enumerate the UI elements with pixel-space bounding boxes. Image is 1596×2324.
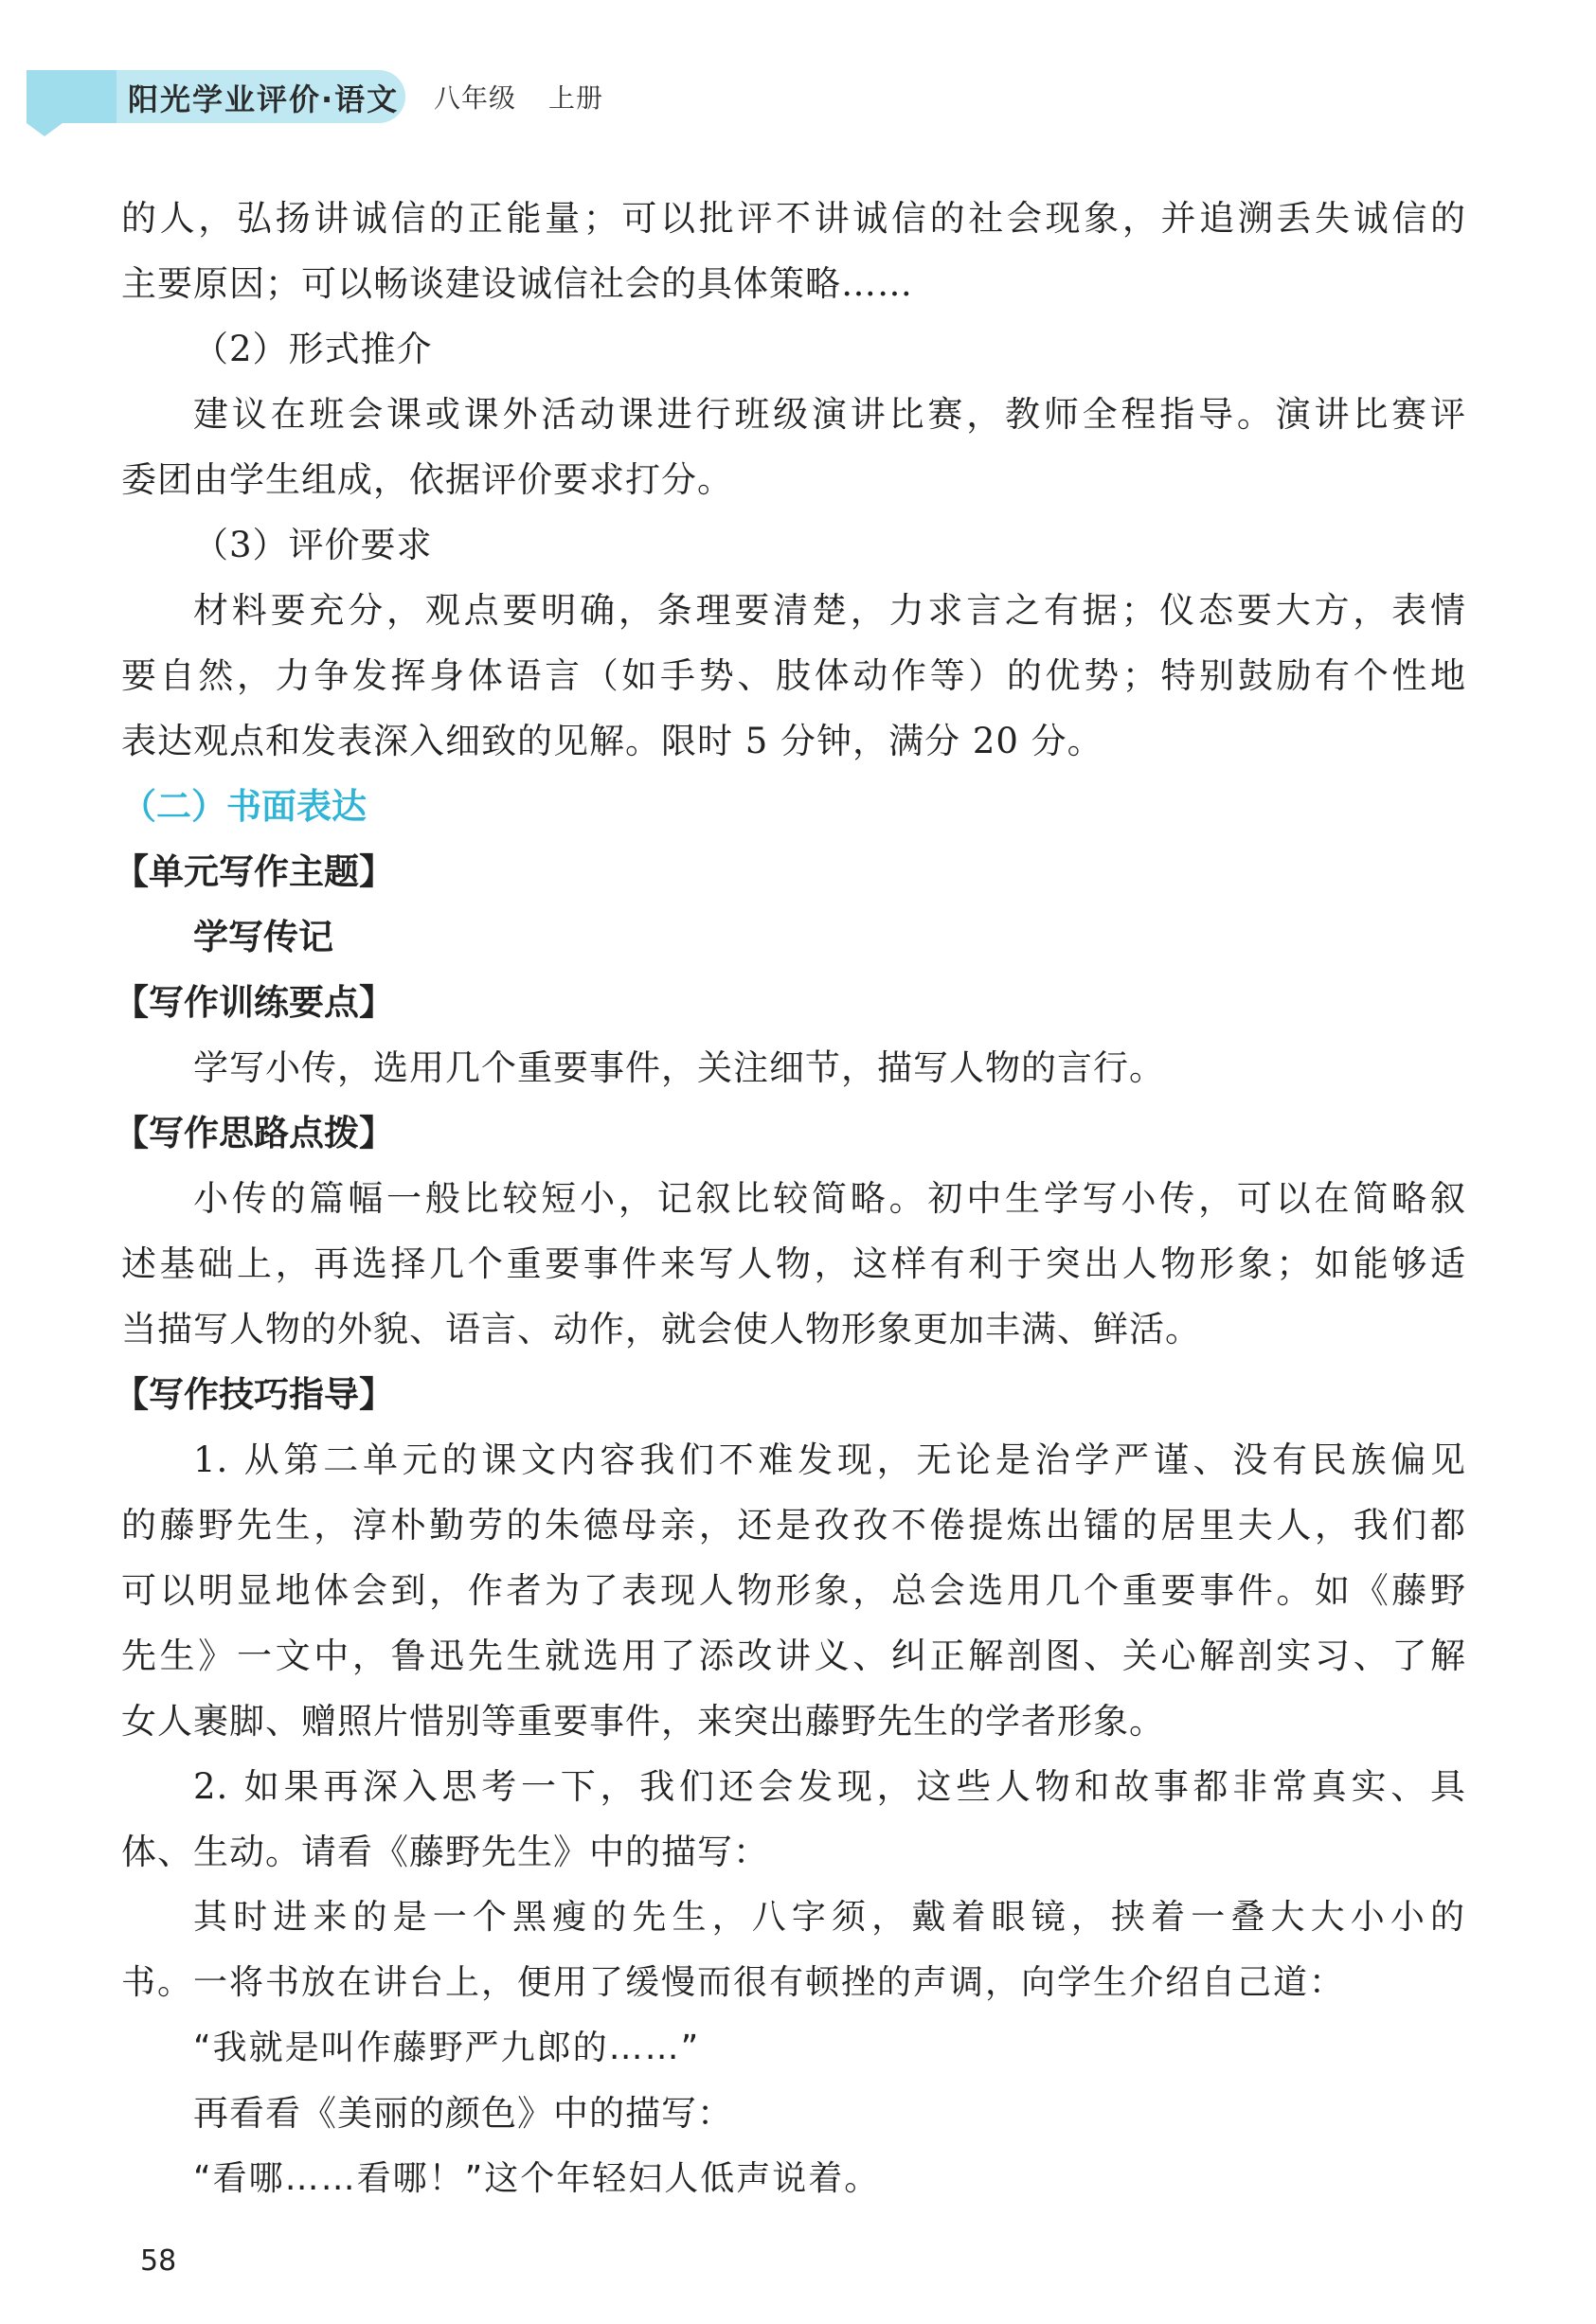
page-number: 58 bbox=[140, 2244, 177, 2278]
quote-line: “我就是叫作藤野严九郎的……” bbox=[193, 2029, 701, 2067]
heading-unit-theme: 【单元写作主题】 bbox=[114, 851, 394, 892]
text-line: 先生》一文中，鲁迅先生就选用了添改讲义、纠正解剖图、关心解剖实习、了解 bbox=[121, 1636, 1466, 1676]
text-line: 1. 从第二单元的课文内容我们不难发现，无论是治学严谨、没有民族偏见 bbox=[193, 1439, 1466, 1480]
quote-line: 其时进来的是一个黑瘦的先生，八字须，戴着眼镜，挟着一叠大大小小的 bbox=[193, 1898, 1466, 1937]
section-heading-written: （二）书面表达 bbox=[121, 786, 367, 827]
text-line: 建议在班会课或课外活动课进行班级演讲比赛，教师全程指导。演讲比赛评 bbox=[193, 394, 1466, 435]
volume-label: 上册 bbox=[548, 82, 604, 114]
subheading-format: （2）形式推介 bbox=[193, 329, 433, 369]
text-line: 的人，弘扬讲诚信的正能量；可以批评不讲诚信的社会现象，并追溯丢失诚信的 bbox=[121, 198, 1466, 239]
text-line: 可以明显地体会到，作者为了表现人物形象，总会选用几个重要事件。如《藤野 bbox=[121, 1570, 1466, 1611]
heading-training-points: 【写作训练要点】 bbox=[114, 982, 394, 1023]
grade-label: 八年级 bbox=[434, 82, 517, 114]
text-line: 要自然，力争发挥身体语言（如手势、肢体动作等）的优势；特别鼓励有个性地 bbox=[121, 655, 1466, 696]
text-line: 述基础上，再选择几个重要事件来写人物，这样有利于突出人物形象；如能够适 bbox=[121, 1243, 1466, 1284]
text-line: 2. 如果再深入思考一下，我们还会发现，这些人物和故事都非常真实、具 bbox=[193, 1766, 1466, 1807]
text-line: 材料要充分，观点要明确，条理要清楚，力求言之有据；仪态要大方，表情 bbox=[193, 590, 1466, 631]
text-line: 表达观点和发表深入细致的见解。限时 5 分钟，满分 20 分。 bbox=[121, 721, 1103, 761]
text-line: 当描写人物的外貌、语言、动作，就会使人物形象更加丰满、鲜活。 bbox=[121, 1309, 1201, 1350]
text-line: 学写小传，选用几个重要事件，关注细节，描写人物的言行。 bbox=[193, 1047, 1165, 1088]
text-line: 主要原因；可以畅谈建设诚信社会的具体策略…… bbox=[121, 263, 913, 304]
subheading-evaluation: （3）评价要求 bbox=[193, 525, 433, 565]
quote-line: 书。一将书放在讲台上，便用了缓慢而很有顿挫的声调，向学生介绍自己道： bbox=[121, 1963, 1346, 2002]
quote-line: “看哪……看哪！”这个年轻妇人低声说着。 bbox=[193, 2159, 881, 2198]
text-line: 的藤野先生，淳朴勤劳的朱德母亲，还是孜孜不倦提炼出镭的居里夫人，我们都 bbox=[121, 1505, 1466, 1546]
text-line: 小传的篇幅一般比较短小，记叙比较简略。初中生学写小传，可以在简略叙 bbox=[193, 1178, 1466, 1219]
theme-title: 学写传记 bbox=[193, 917, 333, 957]
book-grade-volume bbox=[434, 78, 603, 116]
text-line: 再看看《美丽的颜色》中的描写： bbox=[193, 2093, 733, 2134]
text-line: 体、生动。请看《藤野先生》中的描写： bbox=[121, 1832, 769, 1872]
text-line: 委团由学生组成，依据评价要求打分。 bbox=[121, 459, 733, 500]
page-body bbox=[114, 186, 1466, 2211]
heading-writing-tips: 【写作技巧指导】 bbox=[114, 1374, 394, 1415]
header-tab-decoration bbox=[27, 70, 117, 136]
heading-writing-ideas: 【写作思路点拨】 bbox=[114, 1113, 394, 1153]
book-title: 阳光学业评价·语文 bbox=[128, 81, 400, 117]
text-line: 女人裹脚、赠照片惜别等重要事件，来突出藤野先生的学者形象。 bbox=[121, 1701, 1165, 1742]
